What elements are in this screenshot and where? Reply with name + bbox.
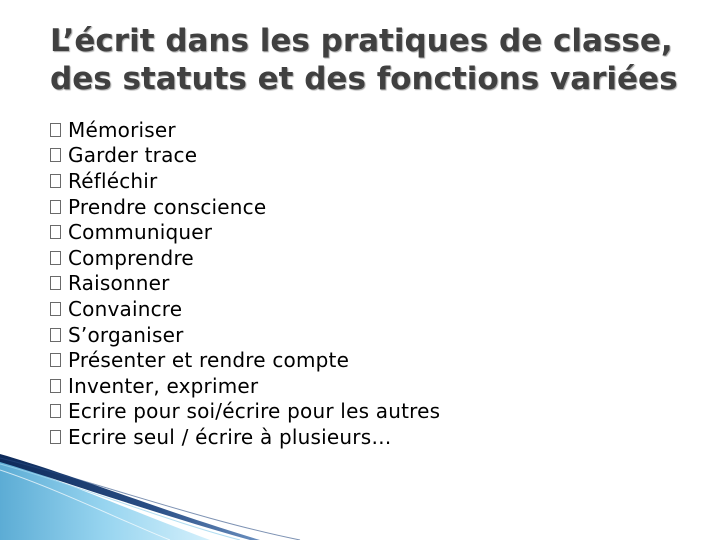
list-item: Communiquer bbox=[50, 219, 440, 245]
title-line-2: des statuts et des fonctions variées bbox=[50, 61, 678, 97]
title-line-1: L’écrit dans les pratiques de classe, bbox=[50, 23, 673, 59]
checkbox-square-icon bbox=[50, 174, 61, 188]
decorative-wave-graphic bbox=[0, 440, 720, 540]
slide-title bbox=[50, 22, 690, 98]
list-item: Inventer, exprimer bbox=[50, 373, 440, 399]
checkbox-square-icon bbox=[50, 276, 61, 290]
checkbox-square-icon bbox=[50, 148, 61, 162]
checkbox-square-icon bbox=[50, 404, 61, 418]
list-item: Mémoriser bbox=[50, 117, 440, 143]
list-item: Ecrire seul / écrire à plusieurs… bbox=[50, 424, 440, 450]
checkbox-square-icon bbox=[50, 123, 61, 137]
list-item: Prendre conscience bbox=[50, 194, 440, 220]
checkbox-square-icon bbox=[50, 353, 61, 367]
checkbox-square-icon bbox=[50, 251, 61, 265]
list-item: Convaincre bbox=[50, 296, 440, 322]
checkbox-square-icon bbox=[50, 200, 61, 214]
list-item: Réfléchir bbox=[50, 168, 440, 194]
checkbox-square-icon bbox=[50, 225, 61, 239]
checkbox-square-icon bbox=[50, 302, 61, 316]
list-item: S’organiser bbox=[50, 322, 440, 348]
list-item: Raisonner bbox=[50, 271, 440, 297]
checkbox-square-icon bbox=[50, 328, 61, 342]
list-item: Présenter et rendre compte bbox=[50, 347, 440, 373]
checkbox-square-icon bbox=[50, 379, 61, 393]
list-item: Garder trace bbox=[50, 143, 440, 169]
list-item: Ecrire pour soi/écrire pour les autres bbox=[50, 399, 440, 425]
list-item: Comprendre bbox=[50, 245, 440, 271]
bullet-list bbox=[50, 117, 440, 450]
